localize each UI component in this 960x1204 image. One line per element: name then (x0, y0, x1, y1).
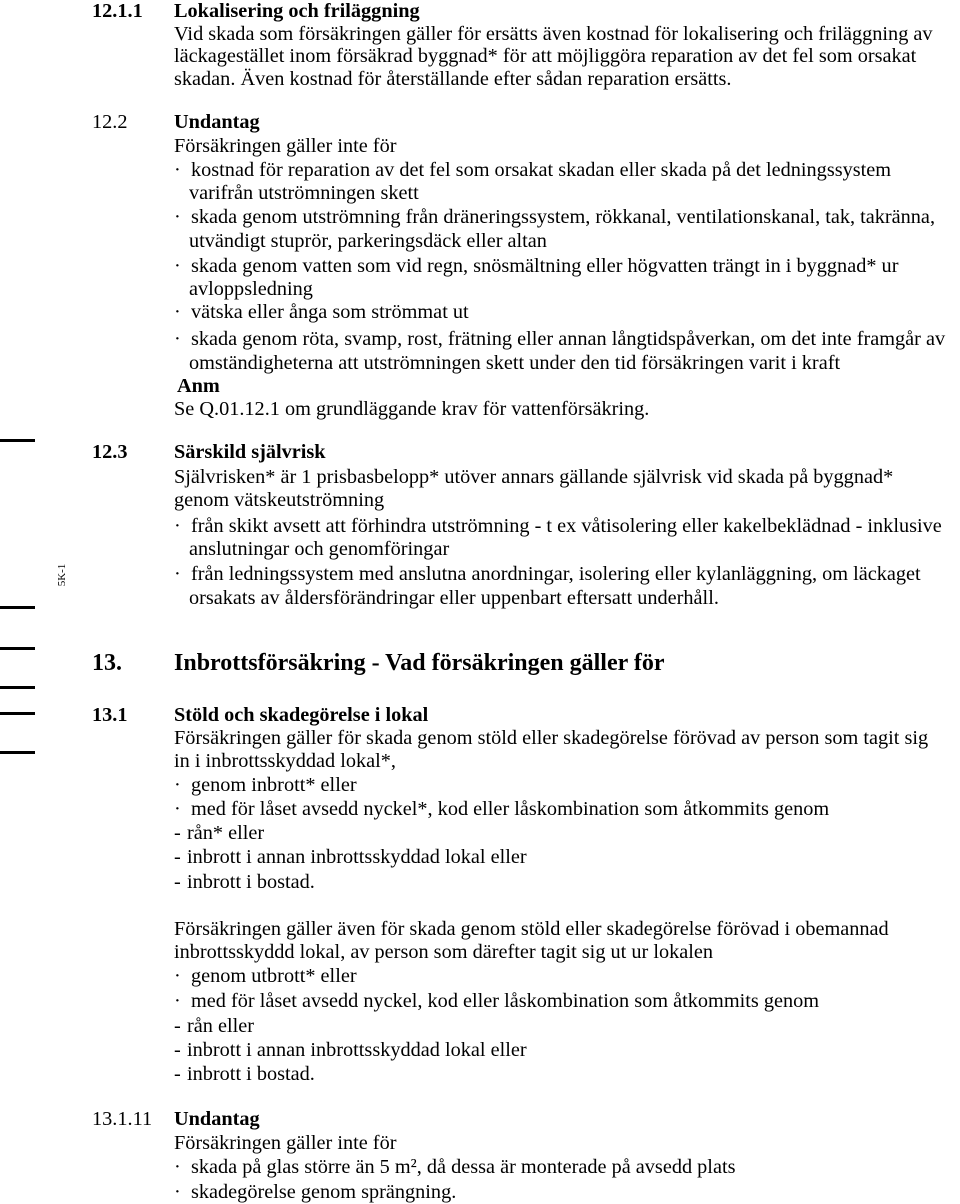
chapter-heading (92, 649, 664, 677)
note-text: Se Q.01.12.1 om grundläggande krav för vattenförsäkring. (174, 398, 650, 420)
margin-label: 5K-1 (56, 563, 68, 587)
bullet-continuation-line: omständigheterna att utströmningen skett under den tid försäkringen varit i kraft (189, 352, 841, 374)
dash-item (174, 1039, 527, 1061)
bullet-marker: · (174, 774, 181, 796)
section-title: Stöld och skadegörelse i lokal (174, 704, 429, 726)
dash-text: inbrott i bostad. (187, 1063, 315, 1085)
bullet-continuation-line: anslutningar och genomföringar (189, 538, 450, 560)
paragraph-line: skadan. Även kostnad för återställande efter sådan reparation ersätts. (174, 68, 732, 90)
dash-item (174, 822, 264, 844)
dash-text: inbrott i annan inbrottsskyddad lokal eller (187, 1039, 527, 1061)
bullet-text: med för låset avsedd nyckel*, kod eller låskombination som åtkommits genom (191, 798, 830, 820)
bullet-item (174, 255, 898, 277)
bullet-marker: · (174, 1181, 181, 1203)
section-title: Särskild självrisk (174, 441, 326, 463)
dash-item (174, 1015, 254, 1037)
bullet-item (174, 301, 469, 323)
paragraph-line: genom vätskeutströmning (174, 489, 385, 511)
bullet-marker: · (174, 159, 181, 181)
paragraph-line: inbrottsskyddd lokal, av person som därefter tagit sig ut ur lokalen (174, 941, 714, 963)
bullet-continuation-line: avloppsledning (189, 278, 313, 300)
bullet-item (174, 563, 921, 585)
dash-text: inbrott i bostad. (187, 871, 315, 893)
bullet-continuation-line: orsakats av åldersförändringar eller uppenbart eftersatt underhåll. (189, 587, 719, 609)
paragraph-line: Försäkringen gäller inte för (174, 1132, 397, 1154)
bullet-marker: · (174, 206, 181, 228)
margin-change-bar (0, 647, 35, 650)
dash-marker: - (174, 1063, 181, 1085)
bullet-marker: · (174, 798, 181, 820)
margin-change-bar (0, 606, 35, 609)
paragraph-line: in i inbrottsskyddad lokal*, (174, 750, 396, 772)
paragraph-line: läckagestället inom försäkrad byggnad* för att möjliggöra reparation av det fel som orsakat (174, 45, 917, 67)
dash-item (174, 871, 315, 893)
margin-change-bar (0, 686, 35, 689)
bullet-text: från skikt avsett att förhindra utströmning - t ex våtisolering eller kakelbeklädnad - inklusive (191, 515, 942, 537)
chapter-title: Inbrottsförsäkring - Vad försäkringen gäller för (174, 650, 665, 676)
paragraph-line: Försäkringen gäller även för skada genom stöld eller skadegörelse förövad i obemannad (174, 918, 889, 940)
bullet-text: kostnad för reparation av det fel som orsakat skadan eller skada på det ledningssystem (191, 159, 892, 181)
bullet-item (174, 206, 935, 228)
margin-change-bar (0, 751, 35, 754)
section-title: Undantag (174, 1108, 260, 1130)
bullet-item (174, 774, 357, 796)
bullet-text: genom inbrott* eller (191, 774, 357, 796)
dash-text: rån eller (187, 1015, 254, 1037)
note-label: Anm (177, 375, 220, 397)
bullet-text: skada på glas större än 5 m², då dessa är monterade på avsedd plats (191, 1156, 736, 1178)
chapter-number: 13. (92, 650, 122, 676)
paragraph-line: Försäkringen gäller för skada genom stöld eller skadegörelse förövad av person som tagit sig (174, 727, 929, 749)
dash-marker: - (174, 1039, 181, 1061)
section-number: 12.3 (92, 441, 128, 463)
bullet-item (174, 1156, 735, 1178)
bullet-text: skada genom röta, svamp, rost, frätning eller annan långtidspåverkan, om det inte framgår av (191, 328, 946, 350)
bullet-marker: · (174, 965, 181, 987)
margin-change-bar (0, 439, 35, 442)
bullet-text: skada genom utströmning från dräneringssystem, rökkanal, ventilationskanal, tak, takränna, (191, 206, 936, 228)
section-number: 12.1.1 (92, 0, 143, 22)
bullet-continuation-line: utvändigt stuprör, parkeringsdäck eller altan (189, 230, 547, 252)
bullet-item (174, 990, 819, 1012)
dash-marker: - (174, 871, 181, 893)
bullet-text: skadegörelse genom sprängning. (191, 1181, 457, 1203)
section-number: 13.1.11 (92, 1108, 153, 1130)
section-number: 13.1 (92, 704, 128, 726)
bullet-item (174, 798, 829, 820)
bullet-marker: · (174, 328, 181, 350)
bullet-marker: · (174, 990, 181, 1012)
dash-marker: - (174, 1015, 181, 1037)
dash-marker: - (174, 846, 181, 868)
bullet-marker: · (174, 563, 181, 585)
dash-item (174, 846, 527, 868)
bullet-text: vätska eller ånga som strömmat ut (191, 301, 469, 323)
bullet-continuation-line: varifrån utströmningen skett (189, 182, 419, 204)
bullet-item (174, 328, 945, 350)
section-heading (92, 0, 420, 22)
bullet-text: genom utbrott* eller (191, 965, 357, 987)
section-heading (92, 441, 326, 463)
dash-text: rån* eller (187, 822, 265, 844)
bullet-marker: · (174, 1156, 181, 1178)
bullet-item (174, 515, 942, 537)
dash-text: inbrott i annan inbrottsskyddad lokal eller (187, 846, 527, 868)
section-heading (92, 1108, 260, 1130)
bullet-text: skada genom vatten som vid regn, snösmältning eller högvatten trängt in i byggnad* ur (191, 255, 899, 277)
section-heading (92, 111, 260, 133)
bullet-text: med för låset avsedd nyckel, kod eller låskombination som åtkommits genom (191, 990, 820, 1012)
section-number: 12.2 (92, 111, 128, 133)
section-heading (92, 704, 428, 726)
paragraph-line: Försäkringen gäller inte för (174, 135, 397, 157)
section-title: Undantag (174, 111, 260, 133)
dash-marker: - (174, 822, 181, 844)
bullet-item (174, 965, 357, 987)
bullet-item (174, 159, 891, 181)
section-title: Lokalisering och friläggning (174, 0, 420, 22)
paragraph-line: Självrisken* är 1 prisbasbelopp* utöver annars gällande självrisk vid skada på byggnad* (174, 466, 894, 488)
margin-change-bar (0, 712, 35, 715)
bullet-item (174, 1181, 456, 1203)
bullet-marker: · (174, 301, 181, 323)
paragraph-line: Vid skada som försäkringen gäller för ersätts även kostnad för lokalisering och friläggning av (174, 23, 933, 45)
dash-item (174, 1063, 315, 1085)
bullet-marker: · (174, 255, 181, 277)
bullet-marker: · (174, 515, 181, 537)
bullet-text: från ledningssystem med anslutna anordningar, isolering eller kylanläggning, om läckaget (191, 563, 921, 585)
